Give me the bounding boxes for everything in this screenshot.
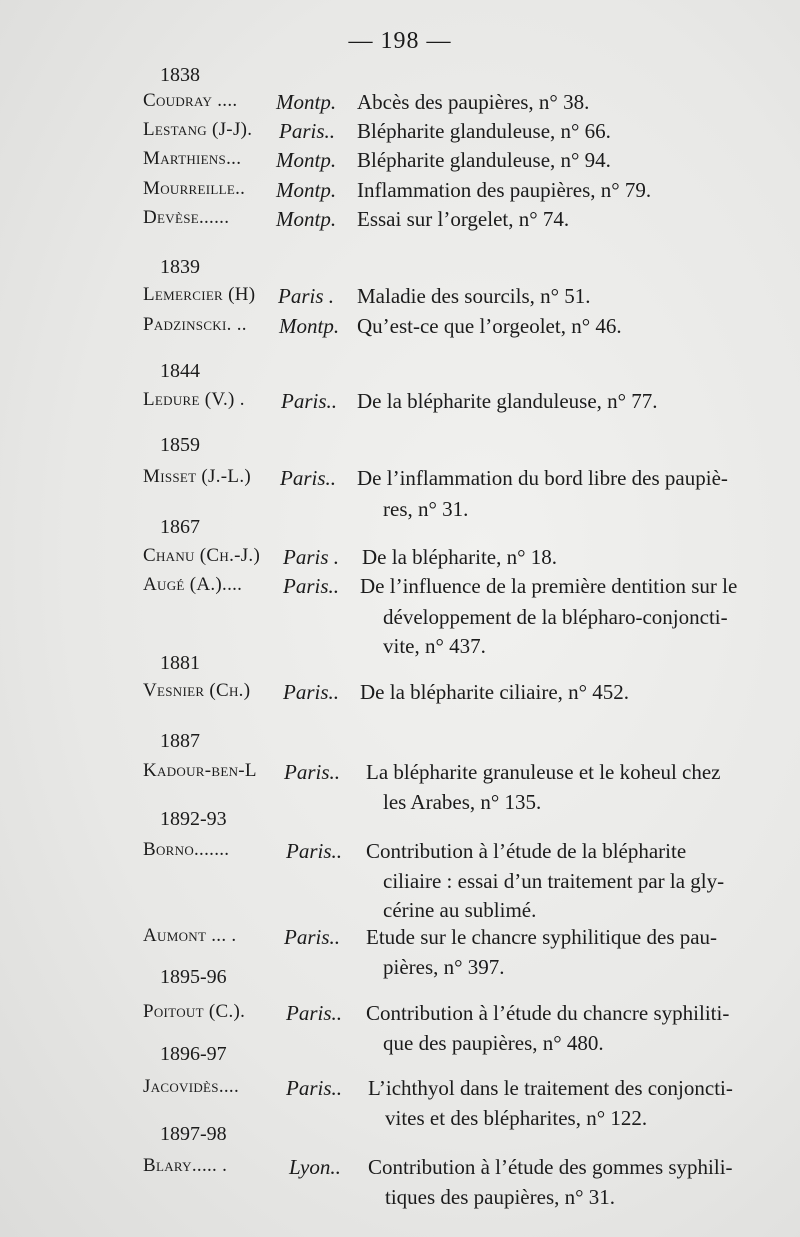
entry-city: Paris.. — [284, 925, 341, 949]
entry-author: Lemercier (H) — [143, 284, 256, 305]
entry-city: Montp. — [276, 178, 337, 202]
year-heading: 1887 — [160, 730, 200, 752]
entry-title: Blépharite glanduleuse, n° 94. — [357, 148, 611, 172]
entry-city: Paris.. — [279, 119, 336, 143]
entry-author: Jacovidès.... — [143, 1076, 240, 1097]
entry-title: Maladie des sourcils, n° 51. — [357, 284, 591, 308]
entry-title: Contribution à l’étude du chancre syphiliti- — [366, 1001, 730, 1025]
entry-city: Paris . — [283, 545, 340, 569]
entry-title: Essai sur l’orgelet, n° 74. — [357, 207, 570, 231]
entry-title: Blépharite glanduleuse, n° 66. — [357, 119, 611, 143]
page-number: — 198 — — [348, 28, 452, 54]
entry-title: Contribution à l’étude de la blépharite — [366, 839, 687, 863]
entry-continuation: res, n° 31. — [383, 497, 469, 521]
entry-author: Augé (A.).... — [143, 574, 243, 595]
entry-title: De l’influence de la première dentition sur le — [360, 574, 738, 598]
year-heading: 1892-93 — [160, 808, 227, 830]
year-heading: 1881 — [160, 652, 200, 674]
entry-author: Lestang (J-J). — [143, 119, 253, 140]
entry-city: Lyon.. — [289, 1155, 341, 1179]
entry-author: Misset (J.-L.) — [143, 466, 251, 487]
entry-city: Paris.. — [283, 574, 340, 598]
entry-row — [0, 207, 800, 237]
year-heading: 1895-96 — [160, 966, 227, 988]
entry-city: Montp. — [276, 90, 337, 114]
entry-city: Montp. — [279, 314, 340, 338]
entry-row — [0, 839, 800, 869]
entry-continuation: ciliaire : essai d’un traitement par la gly- — [383, 869, 725, 893]
entry-title: Qu’est-ce que l’orgeolet, n° 46. — [357, 314, 622, 338]
entry-continuation: tiques des paupières, n° 31. — [385, 1185, 616, 1209]
year-heading: 1897-98 — [160, 1123, 227, 1145]
entry-row — [0, 284, 800, 314]
entry-row — [0, 1155, 800, 1185]
entry-row — [0, 389, 800, 419]
entry-author: Poitout (C.). — [143, 1001, 246, 1022]
entry-author: Ledure (V.) . — [143, 389, 245, 410]
entry-author: Padzinscki. .. — [143, 314, 247, 335]
entry-row — [0, 466, 800, 496]
entry-author: Kadour-ben-L — [143, 760, 257, 781]
entry-row — [0, 119, 800, 149]
entry-city: Montp. — [276, 207, 337, 231]
entry-author: Blary..... . — [143, 1155, 228, 1176]
entry-author: Mourreille.. — [143, 178, 246, 199]
entry-row — [0, 760, 800, 790]
entry-row — [0, 1001, 800, 1031]
entry-title: La blépharite granuleuse et le koheul chez — [366, 760, 721, 784]
entry-author: Coudray .... — [143, 90, 238, 111]
entry-author: Borno....... — [143, 839, 230, 860]
year-heading: 1844 — [160, 360, 200, 382]
entry-city: Paris.. — [283, 680, 340, 704]
entry-continuation: cérine au sublimé. — [383, 898, 537, 922]
entry-title: Abcès des paupières, n° 38. — [357, 90, 590, 114]
entry-author: Aumont ... . — [143, 925, 237, 946]
year-heading: 1839 — [160, 256, 200, 278]
year-heading: 1867 — [160, 516, 200, 538]
year-heading: 1838 — [160, 64, 200, 86]
entry-city: Paris.. — [284, 760, 341, 784]
entry-author: Devèse...... — [143, 207, 230, 228]
entry-title: De l’inflammation du bord libre des paupiè- — [357, 466, 728, 490]
entry-row — [0, 925, 800, 955]
entry-title: Contribution à l’étude des gommes syphili- — [368, 1155, 733, 1179]
entry-title: De la blépharite, n° 18. — [362, 545, 557, 569]
year-heading: 1896-97 — [160, 1043, 227, 1065]
entry-city: Montp. — [276, 148, 337, 172]
entry-title: De la blépharite ciliaire, n° 452. — [360, 680, 630, 704]
entry-city: Paris.. — [280, 466, 337, 490]
entry-title: Inflammation des paupières, n° 79. — [357, 178, 652, 202]
entry-author: Vesnier (Ch.) — [143, 680, 251, 701]
entry-row — [0, 314, 800, 344]
entry-row — [0, 1076, 800, 1106]
entry-city: Paris.. — [281, 389, 338, 413]
entry-author: Marthiens... — [143, 148, 242, 169]
entry-row — [0, 574, 800, 604]
entry-row — [0, 680, 800, 710]
entry-city: Paris.. — [286, 839, 343, 863]
entry-continuation: développement de la blépharo-conjoncti- — [383, 605, 728, 629]
entry-city: Paris.. — [286, 1076, 343, 1100]
entry-row — [0, 90, 800, 120]
entry-continuation: les Arabes, n° 135. — [383, 790, 542, 814]
entry-title: De la blépharite glanduleuse, n° 77. — [357, 389, 658, 413]
entry-author: Chanu (Ch.-J.) — [143, 545, 261, 566]
entry-row — [0, 178, 800, 208]
entry-row — [0, 148, 800, 178]
entry-city: Paris.. — [286, 1001, 343, 1025]
entry-continuation: que des paupières, n° 480. — [383, 1031, 604, 1055]
entry-title: L’ichthyol dans le traitement des conjoncti- — [368, 1076, 733, 1100]
year-heading: 1859 — [160, 434, 200, 456]
entry-title: Etude sur le chancre syphilitique des pau- — [366, 925, 718, 949]
entry-continuation: pières, n° 397. — [383, 955, 505, 979]
entry-continuation: vite, n° 437. — [383, 634, 486, 658]
entry-row — [0, 545, 800, 575]
entry-continuation: vites et des blépharites, n° 122. — [385, 1106, 648, 1130]
entry-city: Paris . — [278, 284, 335, 308]
